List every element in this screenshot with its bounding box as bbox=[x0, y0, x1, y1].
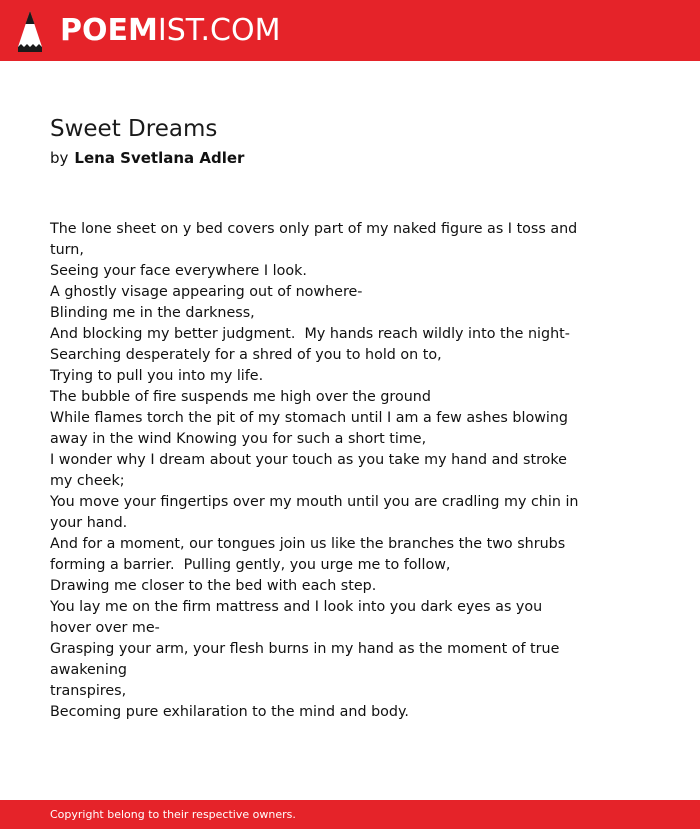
poem-line: The lone sheet on y bed covers only part of my naked figure as I toss and turn, bbox=[50, 221, 582, 258]
poem-line: And for a moment, our tongues join us like the branches the two shrubs forming a barrier. Pulling gently, you urge me to follow, bbox=[50, 536, 570, 573]
poem-line: I wonder why I dream about your touch as you take my hand and stroke my cheek; bbox=[50, 452, 572, 489]
poem-line: Becoming pure exhilaration to the mind and body. bbox=[50, 704, 409, 720]
byline bbox=[50, 149, 244, 167]
author-name[interactable]: Lena Svetlana Adler bbox=[74, 149, 245, 167]
pencil-icon bbox=[17, 10, 43, 52]
site-footer bbox=[0, 800, 700, 829]
brand-wordmark bbox=[60, 13, 281, 48]
brand-strong: POEM bbox=[60, 13, 158, 48]
by-label: by bbox=[50, 149, 69, 167]
copyright-notice: Copyright belong to their respective owners. bbox=[50, 808, 296, 821]
poem-line: The bubble of fire suspends me high over the ground bbox=[50, 389, 431, 405]
poem-line: Drawing me closer to the bed with each step. bbox=[50, 578, 377, 594]
poem-line: You move your fingertips over my mouth until you are cradling my chin in your hand. bbox=[50, 494, 584, 531]
poem-title: Sweet Dreams bbox=[50, 116, 218, 142]
poem-line: Grasping your arm, your flesh burns in my hand as the moment of true awakening transpires, bbox=[50, 641, 560, 699]
poem-line: Trying to pull you into my life. bbox=[50, 368, 264, 384]
poem-line: A ghostly visage appearing out of nowhere- bbox=[50, 284, 363, 300]
site-logo[interactable] bbox=[17, 9, 280, 53]
poem-line: Searching desperately for a shred of you to hold on to, bbox=[50, 347, 442, 363]
poem-line: And blocking my better judgment. My hands reach wildly into the night- bbox=[50, 326, 570, 342]
poem-line: You lay me on the firm mattress and I look into you dark eyes as you hover over me- bbox=[50, 599, 547, 636]
poem-body bbox=[50, 219, 584, 723]
poem-line: While flames torch the pit of my stomach until I am a few ashes blowing away in the wind Knowing you for such a short time, bbox=[50, 410, 573, 447]
poem-line: Seeing your face everywhere I look. bbox=[50, 263, 307, 279]
poem-line: Blinding me in the darkness, bbox=[50, 305, 255, 321]
brand-light: IST.COM bbox=[157, 13, 281, 48]
site-header bbox=[0, 0, 700, 61]
